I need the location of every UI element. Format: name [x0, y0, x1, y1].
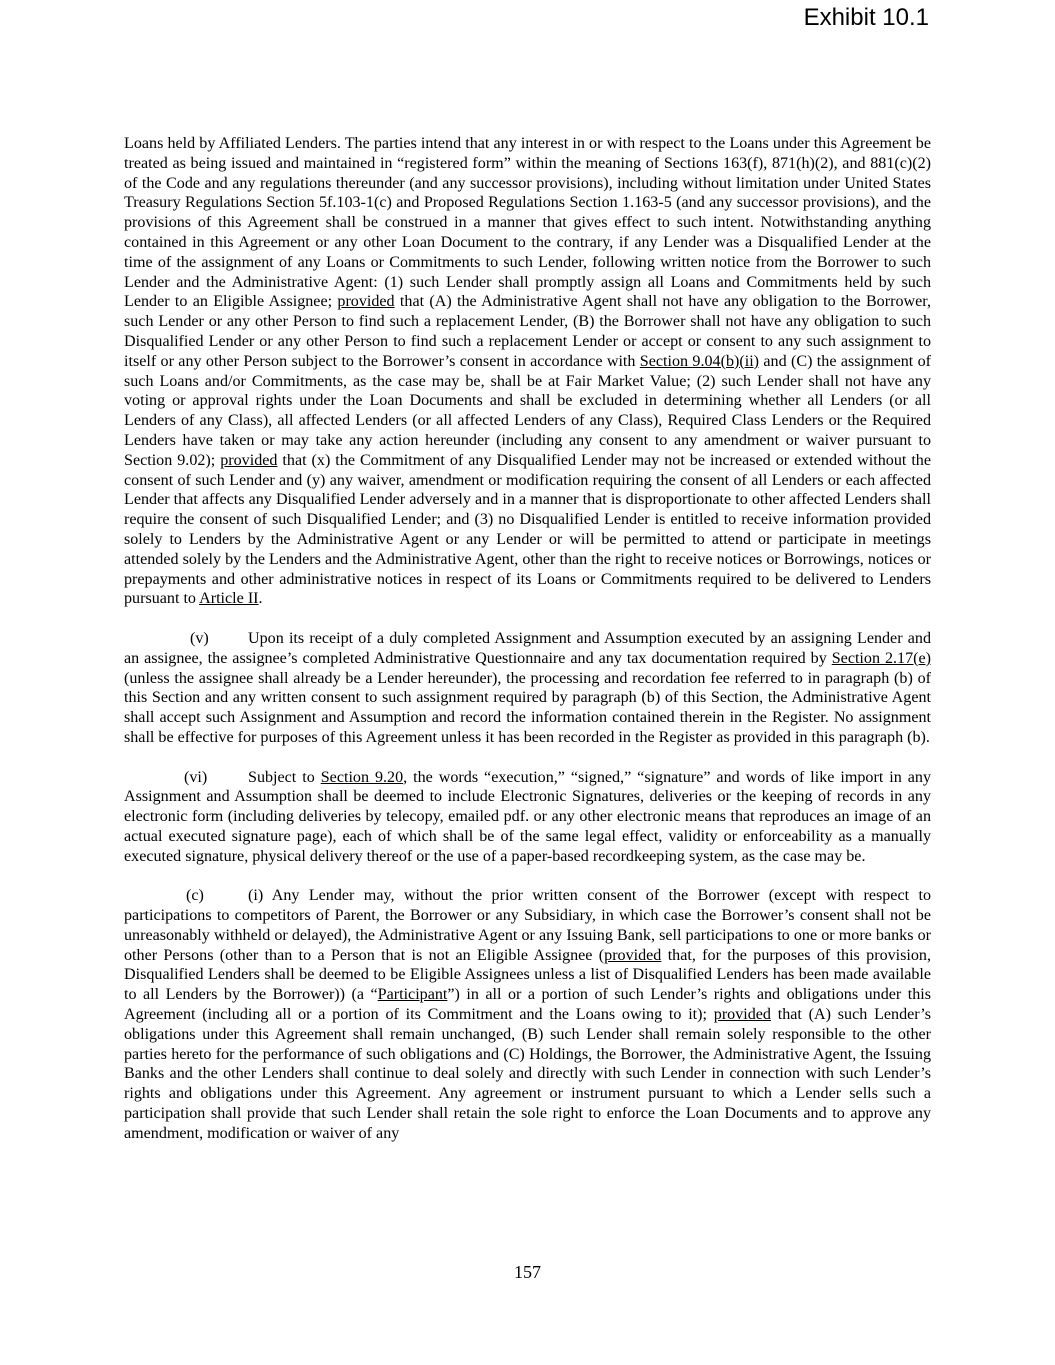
paragraph-v-register	[124, 629, 931, 748]
text-run: Subject to	[248, 768, 321, 786]
exhibit-label: Exhibit 10.1	[803, 4, 929, 31]
defined-term-provided: provided	[604, 946, 662, 964]
defined-term-participant: Participant	[377, 986, 448, 1004]
document-body	[124, 134, 931, 1144]
section-reference: Section 9.20	[320, 768, 404, 786]
text-run: that, for the purposes of this provision, Disqualified Lenders shall be deemed to be Eligible Assignees unless a list of Disqualified Lenders has been made available to all Lenders by the Borrower)) (a “	[124, 946, 931, 1004]
text-run: (i) Any Lender may, without the prior written consent of the Borrower (except with respect to participations to competitors of Parent, the Borrower or any Subsidiary, in which case the Borrower’s consent shall not be unreasonably withheld or delayed), the Administrative Agent or any Issuing Bank, sell participations to one or more banks or other Persons (other than to a Person that is not an Eligible Assignee (	[124, 887, 931, 964]
paragraph-label: (vi)	[184, 768, 208, 786]
section-reference: Section 9.04(b)(ii)	[639, 352, 760, 370]
text-run: that (x) the Commitment of any Disqualified Lender may not be increased or extended without the consent of such Lender and (y) any waiver, amendment or modification requiring the consent of all Lenders or each affected Lender that affects any Disqualified Lender adversely and in a manner that is disproportionate to other affected Lenders shall require the consent of such Disqualified Lender; and (3) no Disqualified Lender is entitled to receive information provided solely to Lenders by the Administrative Agent or any Lender or will be permitted to attend or participate in meetings attended solely by the Lenders and the Administrative Agent, other than the right to receive notices or Borrowings, notices or prepayments and other administrative notices in respect of its Loans or Commitments required to be delivered to Lenders pursuant to	[124, 451, 931, 608]
text-run: , the words “execution,” “signed,” “signature” and words of like import in any Assignment and Assumption shall be deemed to include Electronic Signatures, deliveries or the keeping of records in any electronic form (including deliveries by telecopy, emailed pdf. or any other electronic means that reproduces an image of an actual executed signature page), each of which shall be of the same legal effect, validity or enforceability as a manually executed signature, physical delivery thereof or the use of a paper-based recordkeeping system, as the case may be.	[124, 768, 931, 865]
section-reference: Section 2.17(e)	[831, 649, 931, 667]
paragraph-label: (v)	[190, 629, 209, 647]
page-number: 157	[514, 1262, 541, 1282]
text-run: that (A) the Administrative Agent shall not have any obligation to the Borrower, such Lender or any other Person to find such a replacement Lender, (B) the Borrower shall not have any obligation to such Disqualified Lender or any other Person to find such a replacement Lender or accept or consent to any such assignment to itself or any other Person subject to the Borrower’s consent in accordance with	[124, 293, 931, 370]
text-run: .	[258, 590, 263, 608]
paragraph-label: (c)	[186, 887, 204, 905]
text-run: Upon its receipt of a duly completed Assignment and Assumption executed by an assigning Lender and an assignee, the assignee’s completed Administrative Questionnaire and any tax documentation required by	[124, 629, 931, 667]
defined-term-provided: provided	[220, 451, 278, 469]
text-run: Loans held by Affiliated Lenders. The parties intend that any interest in or with respect to the Loans under this Agreement be treated as being issued and maintained in “registered form” within the meaning of Sections 163(f), 871(h)(2), and 881(c)(2) of the Code and any regulations thereunder (and any successor provisions), including without limitation under United States Treasury Regulations Section 5f.103-1(c) and Proposed Regulations Section 1.163-5 (and any successor provisions), and the provisions of this Agreement shall be construed in a manner that gives effect to such intent. Notwithstanding anything contained in this Agreement or any other Loan Document to the contrary, if any Lender was a Disqualified Lender at the time of the assignment of any Loans or Commitments to such Lender, following written notice from the Borrower to such Lender and the Administrative Agent: (1) such Lender shall promptly assign all Loans and Commitments held by such Lender to an Eligible Assignee;	[124, 135, 931, 311]
paragraph-disqualified-lenders	[124, 134, 931, 609]
text-run: and (C) the assignment of such Loans and/or Commitments, as the case may be, shall be at Fair Market Value; (2) such Lender shall not have any voting or approval rights under the Loan Documents and shall be excluded in determining whether all Lenders (or all Lenders of any Class), all affected Lenders (or all affected Lenders of any Class), Required Class Lenders or the Required Lenders have taken or may take any action hereunder (including any consent to any amendment or waiver pursuant to Section 9.02);	[124, 352, 931, 469]
defined-term-provided: provided	[337, 293, 395, 311]
text-run: ”) in all or a portion of such Lender’s rights and obligations under this Agreement (including all or a portion of its Commitment and the Loans owing to it);	[124, 986, 931, 1024]
paragraph-c-participations	[124, 886, 931, 1143]
paragraph-vi-electronic-signatures	[124, 768, 931, 867]
text-run: that (A) such Lender’s obligations under this Agreement shall remain unchanged, (B) such Lender shall remain solely responsible to the other parties hereto for the performance of such obligations and (C) Holdings, the Borrower, the Administrative Agent, the Issuing Banks and the other Lenders shall continue to deal solely and directly with such Lender in connection with such Lender’s rights and obligations under this Agreement. Any agreement or instrument pursuant to which a Lender sells such a participation shall provide that such Lender shall retain the sole right to enforce the Loan Documents and to approve any amendment, modification or waiver of any	[124, 1006, 931, 1142]
text-run: (unless the assignee shall already be a Lender hereunder), the processing and recordation fee referred to in paragraph (b) of this Section and any written consent to such assignment required by paragraph (b) of this Section, the Administrative Agent shall accept such Assignment and Assumption and record the information contained therein in the Register. No assignment shall be effective for purposes of this Agreement unless it has been recorded in the Register as provided in this paragraph (b).	[124, 669, 931, 746]
article-reference: Article II	[199, 590, 259, 608]
defined-term-provided: provided	[713, 1006, 771, 1024]
